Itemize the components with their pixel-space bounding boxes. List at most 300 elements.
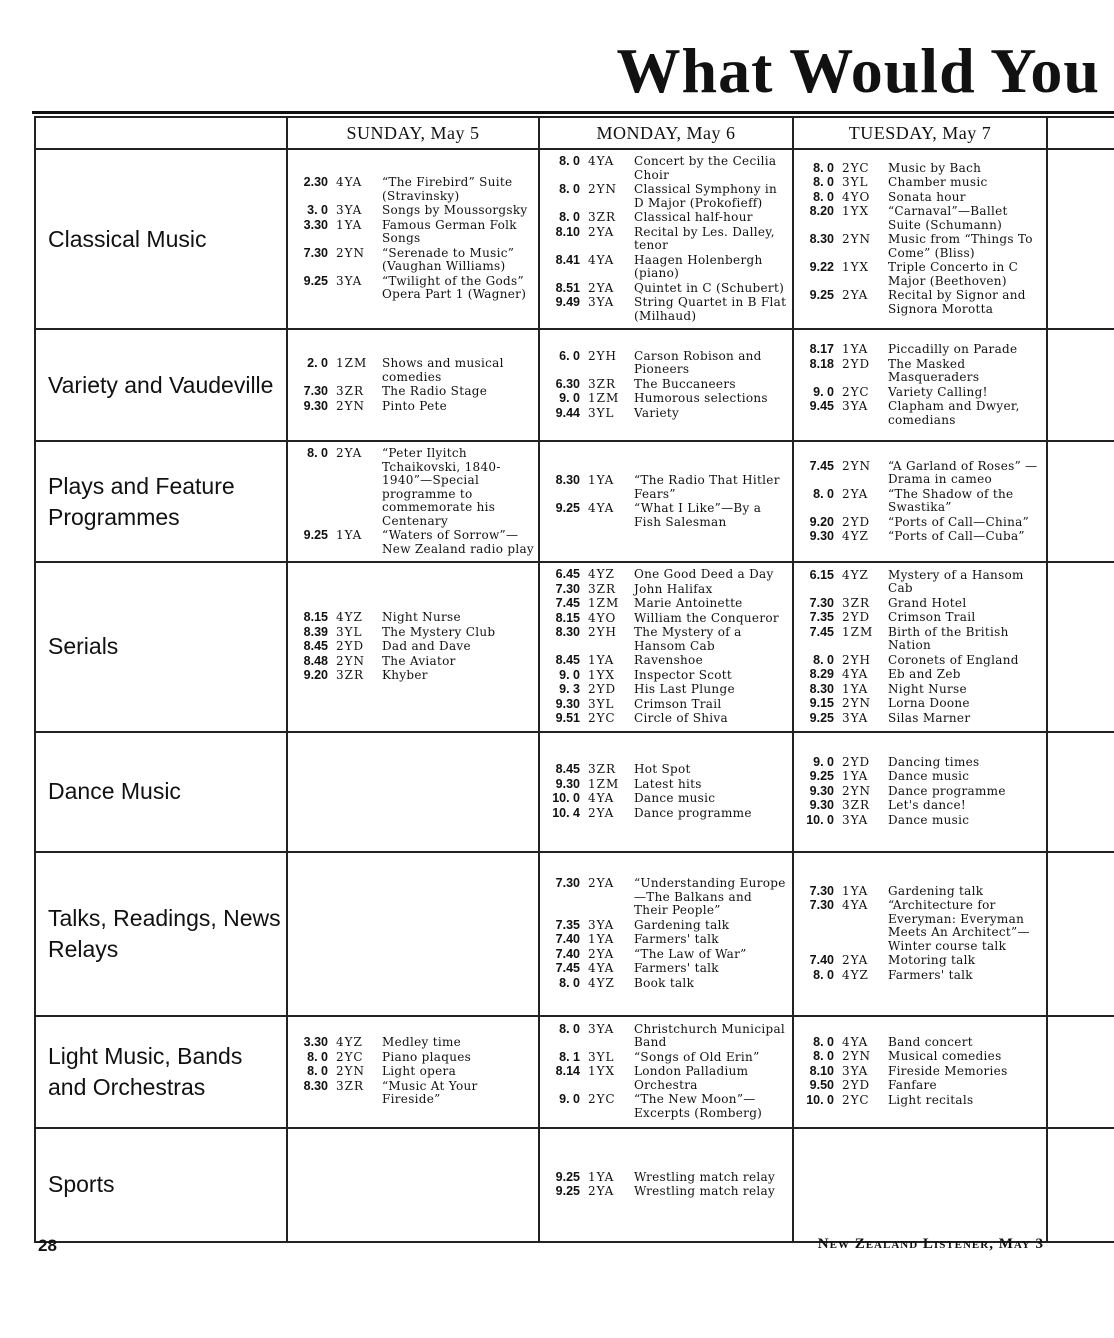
station-code: 2YC [588, 1092, 616, 1107]
continuation-cell [1047, 329, 1114, 441]
programme-title: The Radio Stage [382, 384, 488, 398]
station-code: 3YA [336, 203, 363, 218]
station-code: 2YD [842, 754, 871, 769]
station-code: 1ZM [588, 776, 620, 791]
programme-title: The Buccaneers [634, 376, 736, 391]
programme-time: 8. 0 [559, 1021, 580, 1036]
programme-entry [802, 697, 1042, 711]
programme-entry [802, 1036, 1042, 1050]
programme-time: 8.30 [555, 625, 580, 639]
programme-entry [548, 792, 788, 806]
programme-time: 9.44 [555, 405, 580, 420]
station-code: 3YA [842, 812, 869, 827]
programme-entry [802, 343, 1042, 357]
programme-entry [802, 954, 1042, 968]
programme-entry [296, 1080, 534, 1107]
programme-time: 9. 0 [559, 391, 580, 406]
top-rule [32, 111, 1114, 114]
programme-time: 6.15 [809, 567, 834, 582]
continuation-cell [1047, 732, 1114, 852]
station-code: 3YL [336, 624, 363, 639]
station-code: 2YD [336, 639, 365, 653]
programme-title: Silas Marner [888, 710, 971, 725]
programme-time: 3.30 [303, 1035, 328, 1050]
programme-title: Pinto Pete [382, 398, 448, 413]
programme-entry [548, 877, 788, 918]
programme-title: Farmers' talk [888, 967, 973, 982]
programme-time: 7.40 [809, 953, 834, 968]
day-cell [287, 732, 539, 852]
programme-time: 8.39 [303, 624, 328, 639]
programme-title: Dance programme [888, 783, 1006, 798]
day-cell [793, 732, 1047, 852]
category-row [35, 852, 1114, 1016]
station-code: 2YN [842, 458, 872, 473]
station-code: 3ZR [336, 1078, 365, 1093]
station-code: 3ZR [842, 798, 871, 813]
programme-entry [802, 358, 1042, 385]
station-code: 2YA [842, 288, 869, 303]
station-code: 4YA [588, 252, 615, 267]
station-code: 1YA [842, 681, 869, 696]
page-title: What Would You [616, 35, 1100, 106]
programme-entry [802, 899, 1042, 953]
programme-entry [548, 1093, 788, 1120]
programme-title: “Architecture for Everyman: Everyman Meets An Architect”—Winter course talk [888, 898, 1030, 953]
programme-time: 9.25 [555, 1184, 580, 1198]
programme-entry [548, 1023, 788, 1050]
page-number: 28 [38, 1236, 57, 1255]
programme-entry [802, 668, 1042, 682]
programme-entry [548, 183, 788, 210]
station-code: 1YA [842, 769, 869, 784]
programme-title: Fanfare [888, 1078, 937, 1093]
category-label: Talks, Readings, News Relays [35, 852, 287, 1016]
programme-title: Circle of Shiva [634, 711, 728, 725]
programme-entry [802, 1079, 1042, 1093]
station-code: 2YD [842, 610, 871, 624]
day-cell [287, 1016, 539, 1128]
programme-entry [548, 378, 788, 392]
day-cell [287, 562, 539, 732]
station-code: 3YL [588, 405, 615, 420]
programme-time: 9.30 [555, 776, 580, 791]
programme-time: 8. 0 [307, 446, 328, 460]
station-code: 2YA [588, 805, 615, 820]
programme-entry [802, 756, 1042, 770]
programme-entry [548, 612, 788, 626]
programme-entry [296, 400, 534, 414]
programme-time: 7.30 [555, 581, 580, 596]
programme-time: 8. 0 [813, 1034, 834, 1049]
programme-entry [802, 969, 1042, 983]
station-code: 2YH [588, 348, 618, 363]
programme-time: 8.51 [555, 280, 580, 295]
programme-entry [548, 407, 788, 421]
programme-title: Variety [634, 405, 680, 420]
programme-entry [802, 799, 1042, 813]
station-code: 2YN [842, 696, 872, 710]
continuation-cell [1047, 117, 1114, 149]
station-code: 4YZ [842, 967, 869, 982]
programme-entry [802, 400, 1042, 427]
station-code: 1YA [588, 932, 615, 946]
programme-entry [802, 814, 1042, 828]
station-code: 1YA [588, 653, 615, 667]
programme-time: 9.25 [809, 288, 834, 303]
programme-title: William the Conqueror [634, 610, 779, 625]
day-cell [287, 149, 539, 329]
programme-time: 9. 0 [559, 667, 580, 682]
category-label: Variety and Vaudeville [35, 329, 287, 441]
programme-title: Farmers' talk [634, 961, 719, 975]
programme-entry [802, 785, 1042, 799]
day-cell [539, 441, 793, 562]
programme-entry [802, 162, 1042, 176]
programme-entry [548, 948, 788, 962]
station-code: 4YA [588, 154, 615, 168]
station-code: 3ZR [588, 762, 617, 776]
station-code: 1ZM [588, 391, 620, 406]
station-code: 4YZ [588, 567, 615, 581]
programme-title: Musical comedies [888, 1049, 1002, 1064]
programme-time: 7.35 [809, 610, 834, 624]
programme-title: Inspector Scott [634, 667, 733, 682]
programme-entry [548, 977, 788, 991]
programme-time: 7.30 [809, 595, 834, 610]
programme-time: 8. 0 [559, 182, 580, 196]
programme-time: 9.50 [809, 1078, 834, 1093]
programme-entry [802, 1050, 1042, 1064]
programme-title: Gardening talk [634, 917, 730, 932]
programme-time: 6. 0 [559, 348, 580, 363]
programme-time: 10. 4 [552, 805, 580, 820]
programme-entry [802, 261, 1042, 288]
station-code: 4YZ [336, 610, 363, 624]
station-code: 2YH [588, 625, 618, 639]
programme-time: 7.30 [555, 876, 580, 890]
programme-time: 9.25 [809, 710, 834, 725]
programme-title: “What I Like”—By a Fish Salesman [634, 501, 762, 529]
programme-title: Classical Symphony in D Major (Prokofieff) [634, 182, 778, 210]
programme-title: “The Law of War” [634, 946, 747, 961]
programme-entry [296, 655, 534, 669]
station-code: 4YA [588, 791, 615, 805]
programme-entry [802, 611, 1042, 625]
category-row [35, 1128, 1114, 1242]
category-row [35, 1016, 1114, 1128]
programme-entry [296, 385, 534, 399]
day-cell [793, 1128, 1047, 1242]
category-row [35, 732, 1114, 852]
programme-entry [548, 211, 788, 225]
programme-title: Music by Bach [888, 160, 982, 175]
station-code: 3ZR [588, 210, 617, 224]
continuation-cell [1047, 562, 1114, 732]
programme-time: 8.30 [303, 1078, 328, 1093]
programme-time: 8. 0 [559, 210, 580, 224]
programme-title: Recital by Les. Dalley, tenor [634, 224, 775, 252]
programme-entry [548, 698, 788, 712]
station-code: 1YX [842, 204, 870, 219]
station-code: 3YA [588, 295, 615, 309]
programme-title: Concert by the Cecilia Choir [634, 154, 777, 182]
station-code: 2YN [336, 398, 366, 413]
programme-title: Haagen Holenbergh (piano) [634, 252, 763, 280]
day-cell [793, 149, 1047, 329]
programme-time: 9.25 [809, 769, 834, 784]
programme-title: Triple Concerto in C Major (Beethoven) [888, 260, 1019, 288]
programme-title: Ravenshoe [634, 653, 703, 667]
programme-time: 8.41 [555, 252, 580, 267]
programme-entry [548, 626, 788, 653]
programme-time: 8.45 [555, 653, 580, 667]
programme-time: 7.35 [555, 917, 580, 932]
programme-title: “Waters of Sorrow”—New Zealand radio play [382, 528, 535, 556]
station-code: 1YA [842, 342, 869, 356]
programme-title: Motoring talk [888, 953, 976, 968]
day-cell [539, 562, 793, 732]
category-label: Dance Music [35, 732, 287, 852]
station-code: 2YD [842, 356, 871, 371]
programme-entry [802, 289, 1042, 316]
programme-title: The Masked Masqueraders [888, 356, 980, 384]
programme-title: Coronets of England [888, 652, 1019, 667]
programme-entry [548, 296, 788, 323]
programme-time: 8. 0 [813, 652, 834, 667]
programme-entry [802, 516, 1042, 530]
programme-entry [296, 529, 534, 556]
programme-entry [802, 386, 1042, 400]
programme-title: “The Radio That Hitler Fears” [634, 473, 780, 501]
corner-cell [35, 117, 287, 149]
programme-time: 9.22 [809, 260, 834, 275]
programme-time: 8.15 [303, 610, 328, 624]
programme-title: Crimson Trail [888, 610, 976, 624]
programme-time: 8.29 [809, 667, 834, 681]
programme-title: “A Garland of Roses” —Drama in cameo [888, 458, 1038, 486]
programme-entry [296, 219, 534, 246]
programme-time: 8. 0 [813, 1049, 834, 1064]
station-code: 4YZ [842, 567, 869, 582]
programme-title: Night Nurse [382, 610, 461, 624]
station-code: 3ZR [842, 595, 871, 610]
station-code: 2YN [842, 783, 872, 798]
day-cell [539, 852, 793, 1016]
programme-title: Dad and Dave [382, 639, 471, 653]
programme-entry [548, 282, 788, 296]
programme-time: 8. 0 [307, 1064, 328, 1079]
programme-entry [548, 933, 788, 947]
programme-entry [548, 1171, 788, 1185]
category-row [35, 562, 1114, 732]
day-header-tuesday: TUESDAY, May 7 [793, 117, 1047, 149]
day-cell [793, 1016, 1047, 1128]
day-cell [287, 852, 539, 1016]
programme-entry [548, 474, 788, 501]
programme-time: 8. 0 [813, 189, 834, 204]
programme-time: 3.30 [303, 217, 328, 232]
station-code: 2YC [336, 1049, 364, 1064]
programme-title: “Carnaval”—Ballet Suite (Schumann) [888, 204, 1008, 232]
programme-title: “The Firebird” Suite (Stravinsky) [382, 175, 513, 203]
station-code: 2YN [336, 1064, 366, 1079]
programme-title: Famous German Folk Songs [382, 217, 517, 246]
programme-title: Light recitals [888, 1092, 974, 1107]
day-header-row [35, 117, 1114, 149]
programme-time: 7.40 [555, 946, 580, 961]
programme-entry [548, 683, 788, 697]
programme-time: 9.30 [555, 696, 580, 711]
programme-title: “Ports of Call—Cuba” [888, 529, 1025, 543]
programme-time: 2.30 [303, 175, 328, 190]
programme-time: 3. 0 [307, 203, 328, 218]
programme-entry [548, 583, 788, 597]
day-cell [793, 441, 1047, 562]
programme-time: 7.45 [555, 596, 580, 610]
programme-time: 9.25 [555, 1169, 580, 1184]
programme-time: 8. 0 [813, 486, 834, 501]
day-cell [539, 329, 793, 441]
programme-time: 8.17 [809, 342, 834, 356]
programme-title: “Ports of Call—China” [888, 514, 1030, 529]
day-cell [793, 329, 1047, 441]
programme-entry [548, 669, 788, 683]
day-header-monday: MONDAY, May 6 [539, 117, 793, 149]
programme-title: “Twilight of the Gods” Opera Part 1 (Wagner) [382, 273, 527, 302]
programme-time: 8. 0 [813, 160, 834, 175]
day-cell [539, 149, 793, 329]
category-label: Serials [35, 562, 287, 732]
programme-title: Clapham and Dwyer, comedians [888, 399, 1020, 427]
station-code: 4YA [336, 175, 363, 190]
programme-time: 9.25 [303, 528, 328, 542]
programme-entry [802, 205, 1042, 232]
continuation-cell [1047, 149, 1114, 329]
station-code: 4YZ [588, 975, 615, 990]
programme-title: John Halifax [634, 581, 713, 596]
category-label: Light Music, Bands and Orchestras [35, 1016, 287, 1128]
programme-time: 8.15 [555, 610, 580, 625]
programme-title: Dance music [888, 812, 970, 827]
programme-title: Classical half-hour [634, 210, 753, 224]
day-cell [287, 1128, 539, 1242]
programme-time: 6.30 [555, 376, 580, 391]
programme-title: Latest hits [634, 776, 702, 791]
programme-time: 8.30 [809, 232, 834, 247]
programme-time: 9.25 [555, 501, 580, 515]
programme-title: Mystery of a Hansom Cab [888, 567, 1024, 595]
programme-title: Birth of the British Nation [888, 624, 1009, 652]
programme-time: 8. 0 [813, 967, 834, 982]
station-code: 2YC [842, 160, 870, 175]
programme-title: Shows and musical comedies [382, 356, 504, 384]
programme-entry [802, 569, 1042, 596]
programme-title: “The New Moon”—Excerpts (Romberg) [634, 1092, 763, 1120]
station-code: 2YD [588, 682, 617, 696]
station-code: 3YA [588, 917, 615, 932]
programme-title: Wrestling match relay [634, 1184, 776, 1198]
programme-entry [802, 233, 1042, 260]
programme-entry [802, 191, 1042, 205]
programme-time: 7.30 [303, 245, 328, 260]
station-code: 1YA [842, 883, 869, 898]
programme-time: 7.30 [809, 898, 834, 913]
programme-time: 8.45 [555, 762, 580, 776]
programme-entry [548, 778, 788, 792]
programme-entry [802, 176, 1042, 190]
station-code: 3YL [842, 175, 869, 190]
programme-entry [296, 1051, 534, 1065]
station-code: 3YA [842, 1063, 869, 1078]
station-code: 2YA [336, 446, 363, 460]
programme-entry [548, 962, 788, 976]
day-cell [539, 1016, 793, 1128]
programme-title: Recital by Signor and Signora Morotta [888, 288, 1026, 316]
programme-entry [296, 275, 534, 302]
programme-time: 9.25 [303, 273, 328, 288]
programme-time: 8. 0 [307, 1049, 328, 1064]
programme-title: Dancing times [888, 754, 980, 769]
programme-title: The Mystery Club [382, 624, 496, 639]
programme-entry [296, 176, 534, 203]
station-code: 3ZR [336, 384, 365, 398]
programme-time: 9. 0 [813, 754, 834, 769]
programme-entry [548, 226, 788, 253]
programme-title: Lorna Doone [888, 696, 970, 710]
programme-time: 8. 0 [813, 175, 834, 190]
station-code: 1YA [588, 1169, 615, 1184]
programme-entry [296, 1036, 534, 1050]
station-code: 2YD [842, 514, 871, 529]
programme-entry [802, 712, 1042, 726]
programme-time: 8. 0 [559, 975, 580, 990]
programme-title: Dance music [888, 769, 970, 784]
programme-title: Variety Calling! [888, 384, 988, 399]
programme-title: Gardening talk [888, 883, 984, 898]
programme-time: 9.30 [303, 398, 328, 413]
programme-entry [548, 502, 788, 529]
programme-entry [296, 611, 534, 625]
station-code: 3YA [842, 710, 869, 725]
station-code: 1ZM [336, 356, 368, 370]
programme-title: “The Shadow of the Swastika” [888, 486, 1014, 514]
programme-entry [802, 885, 1042, 899]
programme-time: 9.30 [809, 783, 834, 798]
programme-time: 9.30 [809, 529, 834, 543]
programme-time: 9.51 [555, 711, 580, 725]
programme-title: Night Nurse [888, 681, 967, 696]
programme-title: Crimson Trail [634, 696, 722, 711]
programme-entry [548, 1051, 788, 1065]
programme-time: 8.10 [809, 1063, 834, 1078]
programme-time: 9. 0 [559, 1092, 580, 1107]
programme-title: Light opera [382, 1064, 457, 1079]
programme-entry [548, 919, 788, 933]
programme-title: Marie Antoinette [634, 596, 743, 610]
programme-title: Wrestling match relay [634, 1169, 776, 1184]
programme-title: The Mystery of a Hansom Cab [634, 625, 742, 653]
station-code: 3YA [336, 273, 363, 288]
programme-title: The Aviator [382, 653, 456, 668]
programme-entry [802, 597, 1042, 611]
programme-entry [802, 626, 1042, 653]
programme-entry [802, 530, 1042, 544]
day-cell [287, 329, 539, 441]
programme-entry [548, 1065, 788, 1092]
programme-title: “Serenade to Music” (Vaughan Williams) [382, 245, 515, 274]
programme-entry [802, 488, 1042, 515]
